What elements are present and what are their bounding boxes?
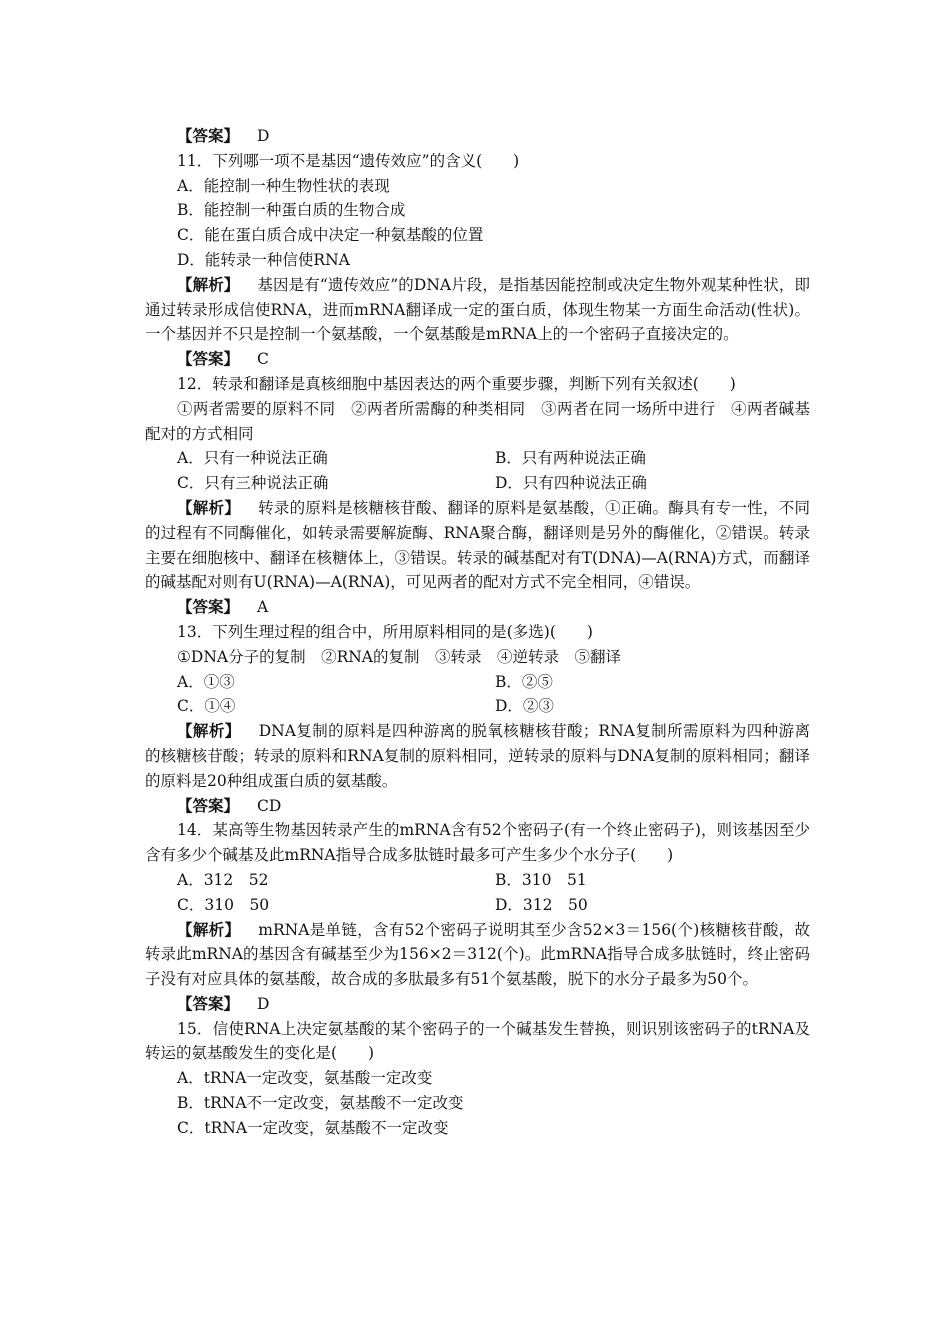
analysis-label: 【解析】 [177,721,241,741]
q13-options-row-2 [145,694,810,719]
q13-option-c: C．①④ [177,697,236,716]
q14-answer-line [145,992,810,1017]
q11-option-b: B．能控制一种蛋白质的生物合成 [177,201,406,220]
question-15-stem: 15．信使RNA上决定氨基酸的某个密码子的一个碱基发生替换，则识别该密码子的tRNA及转运的氨基酸发生的变化是( ) [145,1019,810,1063]
q11-analysis [145,273,810,347]
q12-analysis [145,496,810,595]
q11-option-c: C．能在蛋白质合成中决定一种氨基酸的位置 [177,226,484,245]
q12-answer-line [145,595,810,620]
q14-analysis-text: mRNA是单链，含有52个密码子说明其至少含52×3＝156(个)核糖核苷酸，故转录此mRNA的基因含有碱基至少为156×2＝312(个)。此mRNA指导合成多肽链时，终止密码子没有对应具体的氨基酸，故合成的多肽最多有51个氨基酸，脱下的水分子最多为50个。 [145,920,810,989]
answer-label: 【答案】 [177,993,240,1013]
question-14-stem: 14．某高等生物基因转录产生的mRNA含有52个密码子(有一个终止密码子)，则该基因至少含有多少个碱基及此mRNA指导合成多肽链时最多可产生多少个水分子( ) [145,821,810,865]
q15-option-a: A．tRNA一定改变，氨基酸一定改变 [177,1069,433,1088]
q14-analysis [145,918,810,992]
q12-option-d: D．只有四种说法正确 [495,474,647,493]
question-13-stem: 13．下列生理过程的组合中，所用原料相同的是(多选)( ) [177,622,593,641]
document-page [145,124,810,1141]
q13-analysis [145,719,810,793]
q14-option-b: B．310 51 [495,870,587,889]
q12-option-a: A．只有一种说法正确 [177,449,328,468]
q14-options-row-2 [145,893,810,918]
q14-answer-value: D [257,994,270,1013]
answer-value: D [257,127,270,145]
q13-statements: ①DNA分子的复制 ②RNA的复制 ③转录 ④逆转录 ⑤翻译 [177,647,622,666]
q12-option-c: C．只有三种说法正确 [177,474,329,493]
q14-option-c: C．310 50 [177,895,270,914]
q12-statements: ①两者需要的原料不同 ②两者所需酶的种类相同 ③两者在同一场所中进行 ④两者碱基配对的方式相同 [145,399,810,443]
q13-answer-line [145,794,810,819]
answer-line [145,124,810,149]
analysis-label: 【解析】 [177,497,241,517]
q11-answer-line [145,347,810,372]
answer-label: 【答案】 [177,349,240,369]
question-12-stem: 12．转录和翻译是真核细胞中基因表达的两个重要步骤，判断下列有关叙述( ) [177,374,736,393]
analysis-label: 【解析】 [177,919,241,939]
q11-analysis-text: 基因是有“遗传效应”的DNA片段，是指基因能控制或决定生物外观某种性状，即通过转录形成信使RNA，进而mRNA翻译成一定的蛋白质，体现生物某一方面生命活动(性状)。一个基因并不只是控制一个氨基酸，一个氨基酸是mRNA上的一个密码子直接决定的。 [145,275,810,344]
q11-option-a: A．能控制一种生物性状的表现 [177,176,390,195]
question-11-stem: 11．下列哪一项不是基因“遗传效应”的含义( ) [177,151,520,170]
q13-analysis-text: DNA复制的原料是四种游离的脱氧核糖核苷酸；RNA复制所需原料为四种游离的核糖核苷酸；转录的原料和RNA复制的原料相同，逆转录的原料与DNA复制的原料相同；翻译的原料是20种组成蛋白质的氨基酸。 [145,722,810,790]
q12-answer-value: A [257,598,269,617]
q11-answer-value: C [257,350,269,369]
q14-option-a: A．312 52 [177,870,269,889]
q13-answer-value: CD [257,796,282,815]
q11-option-d: D．能转录一种信使RNA [177,250,350,269]
q13-option-b: B．②⑤ [495,672,553,691]
q12-options-row-1 [145,446,810,471]
analysis-label: 【解析】 [177,274,240,294]
q12-option-b: B．只有两种说法正确 [495,449,646,468]
answer-label: 【答案】 [177,126,240,145]
q13-option-d: D．②③ [495,697,554,716]
q12-options-row-2 [145,471,810,496]
q13-options-row-1 [145,670,810,695]
q15-option-c: C．tRNA一定改变，氨基酸不一定改变 [177,1118,449,1137]
q15-option-b: B．tRNA不一定改变，氨基酸不一定改变 [177,1094,464,1113]
q12-analysis-text: 转录的原料是核糖核苷酸、翻译的原料是氨基酸，①正确。酶具有专一性，不同的过程有不同酶催化，如转录需要解旋酶、RNA聚合酶，翻译则是另外的酶催化，②错误。转录主要在细胞核中、翻译在核糖体上，③错误。转录的碱基配对有T(DNA)—A(RNA)方式，而翻译的碱基配对则有U(RNA)—A(RNA)，可见两者的配对方式不完全相同，④错误。 [145,498,810,592]
q13-option-a: A．①③ [177,672,235,691]
q14-options-row-1 [145,868,810,893]
q14-option-d: D．312 50 [495,895,588,914]
answer-label: 【答案】 [177,795,240,815]
answer-label: 【答案】 [177,597,240,617]
